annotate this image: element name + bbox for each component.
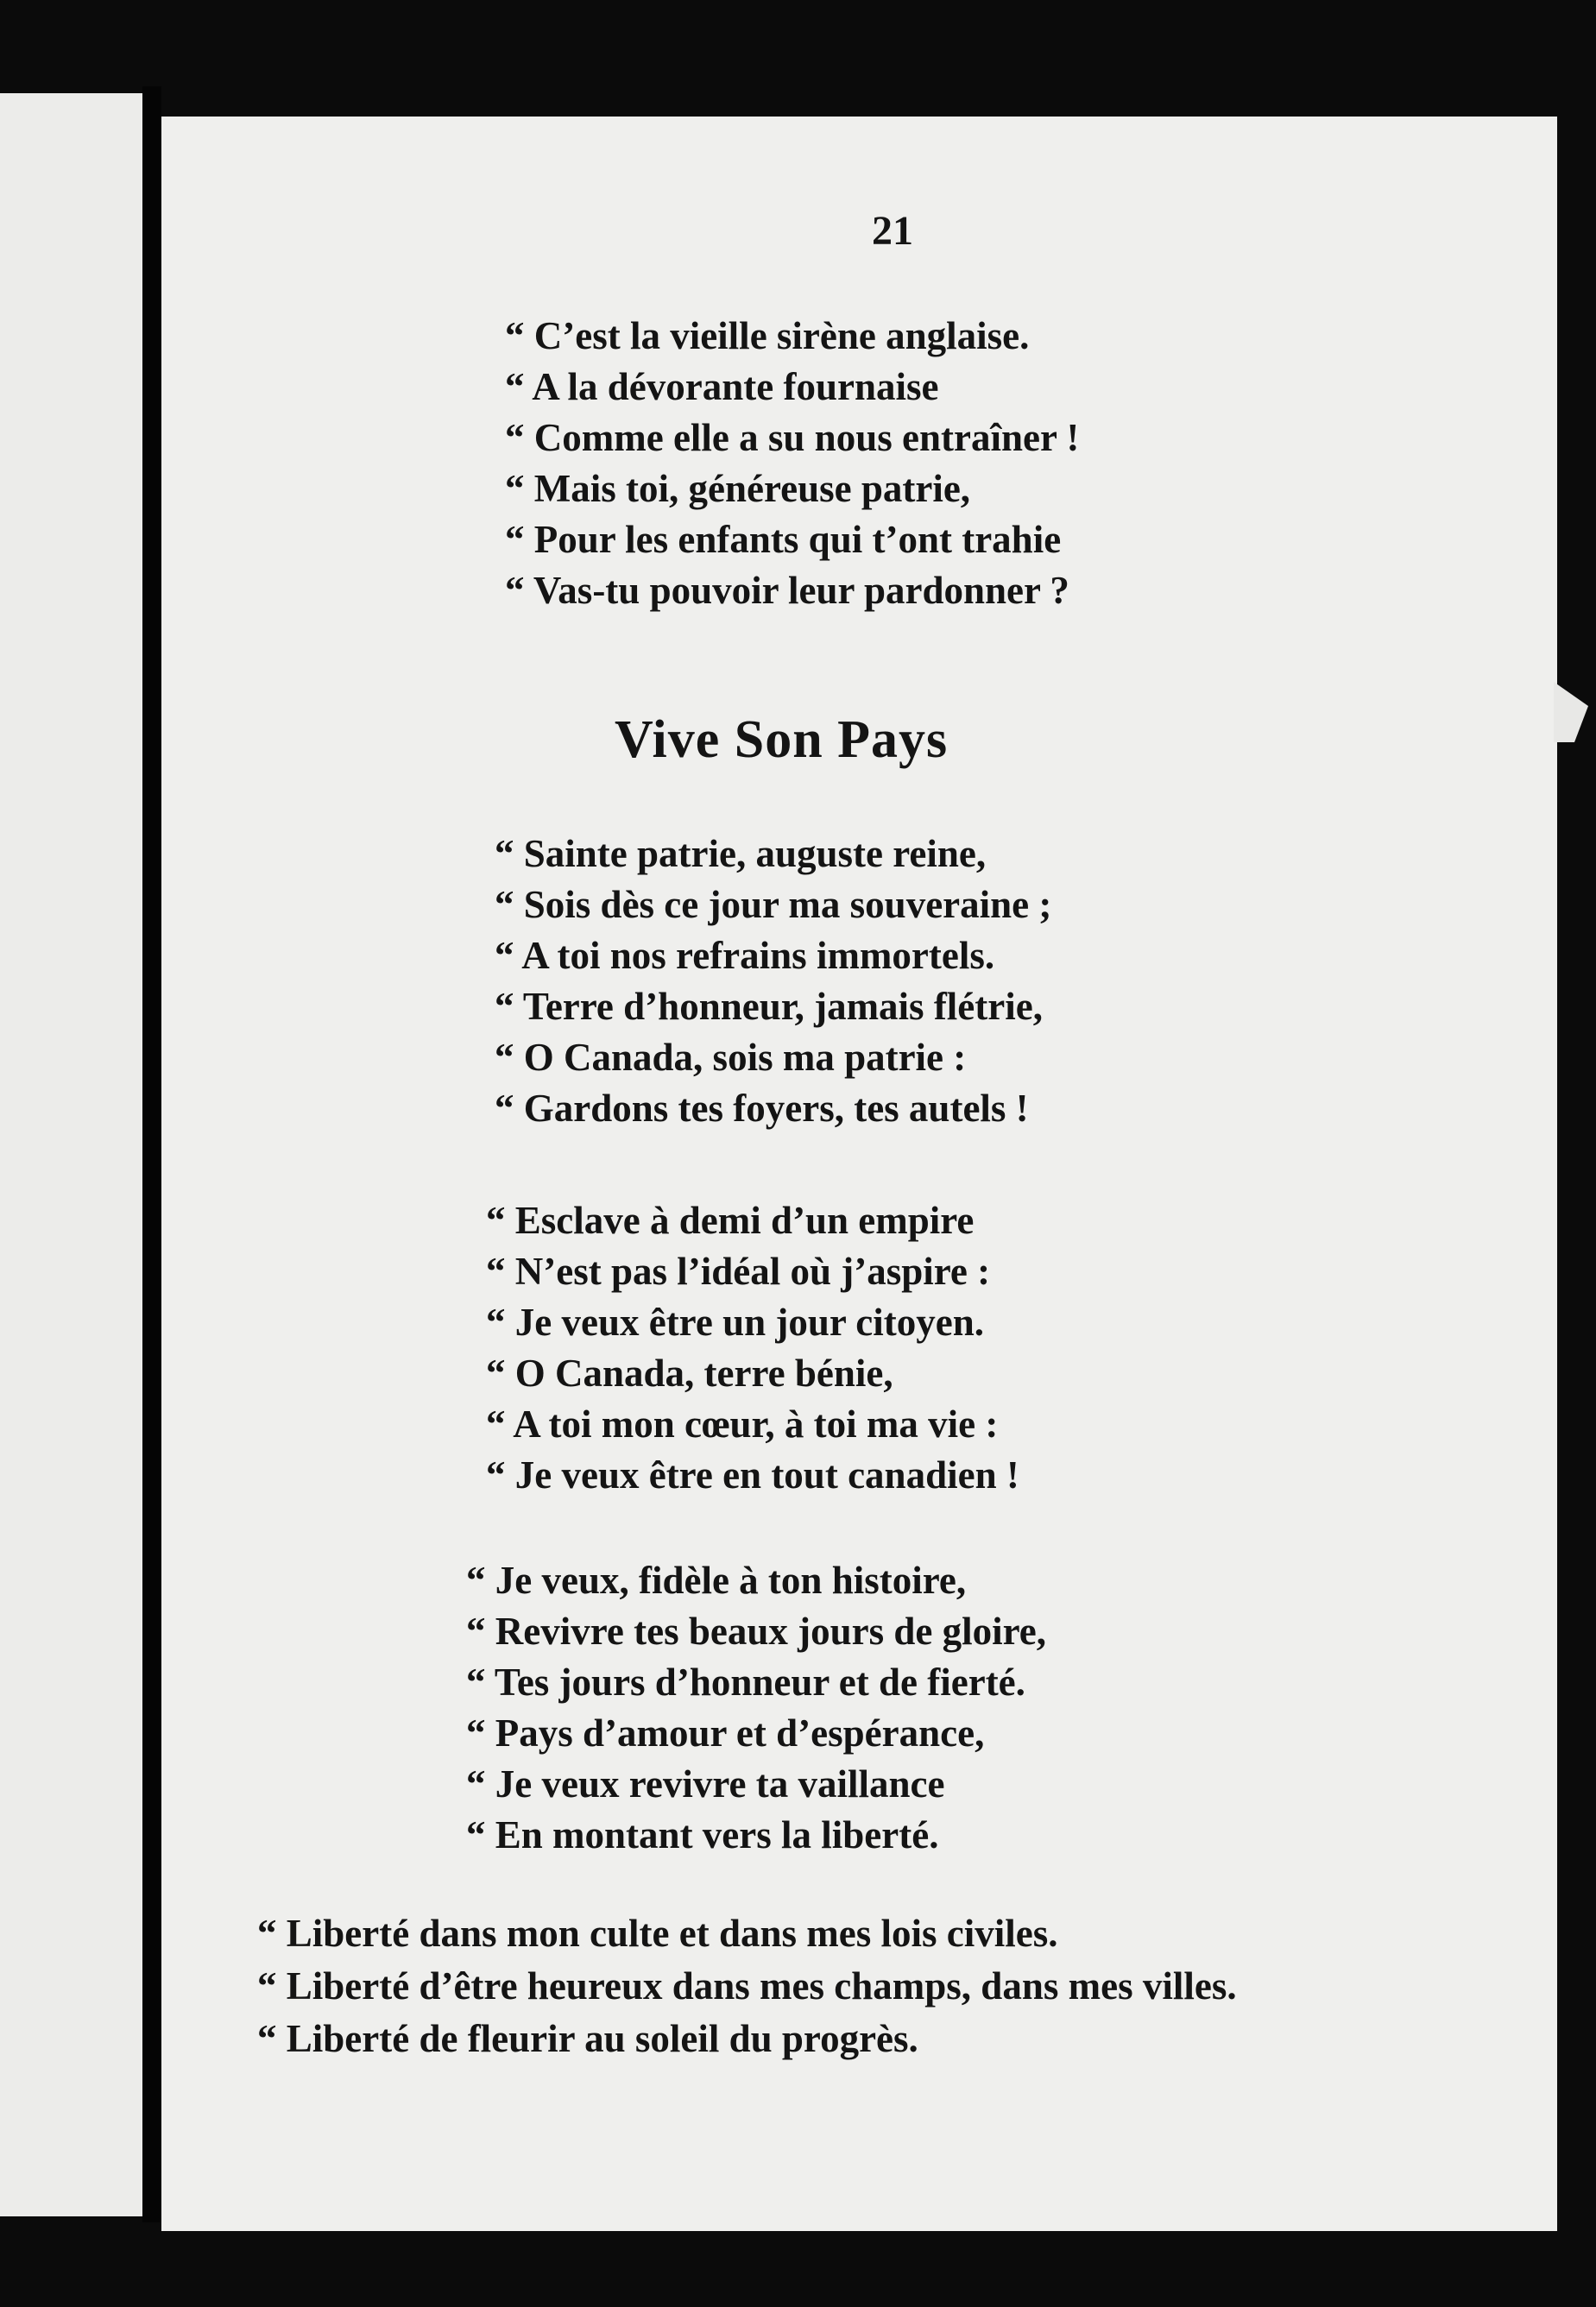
verse-line: “ Vas-tu pouvoir leur pardonner ? xyxy=(505,569,1069,612)
verse-line: “ Liberté de fleurir au soleil du progrès. xyxy=(257,2017,918,2060)
verse-line: “ Pays d’amour et d’espérance, xyxy=(466,1711,985,1755)
stanza-4 xyxy=(466,1555,1046,1861)
verse-line: “ A toi nos refrains immortels. xyxy=(495,934,995,977)
verse-line: “ Esclave à demi d’un empire xyxy=(486,1199,975,1242)
verse-line: “ Mais toi, généreuse patrie, xyxy=(505,467,971,510)
verse-line: “ Sois dès ce jour ma souveraine ; xyxy=(495,883,1052,926)
verse-line: “ Gardons tes foyers, tes autels ! xyxy=(495,1087,1029,1130)
verse-line: “ Je veux revivre ta vaillance xyxy=(466,1762,945,1806)
verse-line: “ Pour les enfants qui t’ont trahie xyxy=(505,518,1062,561)
verse-line: “ C’est la vieille sirène anglaise. xyxy=(505,314,1030,357)
verse-line: “ Sainte patrie, auguste reine, xyxy=(495,832,987,875)
verse-line: “ O Canada, sois ma patrie : xyxy=(495,1036,967,1079)
verse-line: “ O Canada, terre bénie, xyxy=(486,1352,893,1395)
verse-line: “ A toi mon cœur, à toi ma vie : xyxy=(486,1402,999,1446)
verse-line: “ En montant vers la liberté. xyxy=(466,1813,939,1856)
verse-line: “ Revivre tes beaux jours de gloire, xyxy=(466,1610,1046,1653)
verse-line: “ Je veux, fidèle à ton histoire, xyxy=(466,1559,967,1602)
verse-line: “ Liberté d’être heureux dans mes champs, dans mes villes. xyxy=(257,1964,1237,2008)
verse-line: “ Terre d’honneur, jamais flétrie, xyxy=(495,985,1043,1028)
section-title: Vive Son Pays xyxy=(615,710,949,769)
verse-line: “ Liberté dans mon culte et dans mes lois civiles. xyxy=(257,1912,1058,1955)
stanza-3 xyxy=(486,1195,1019,1501)
verse-line: “ Comme elle a su nous entraîner ! xyxy=(505,416,1080,459)
verse-line: “ Je veux être en tout canadien ! xyxy=(486,1453,1019,1497)
stanza-5 xyxy=(257,1907,1237,2065)
verse-line: “ Tes jours d’honneur et de fierté. xyxy=(466,1661,1025,1704)
verse-line: “ N’est pas l’idéal où j’aspire : xyxy=(486,1250,991,1293)
stanza-2 xyxy=(495,829,1051,1134)
stanza-1 xyxy=(505,311,1079,616)
page-number: 21 xyxy=(872,208,913,254)
verse-line: “ A la dévorante fournaise xyxy=(505,365,939,408)
verse-line: “ Je veux être un jour citoyen. xyxy=(486,1301,985,1344)
